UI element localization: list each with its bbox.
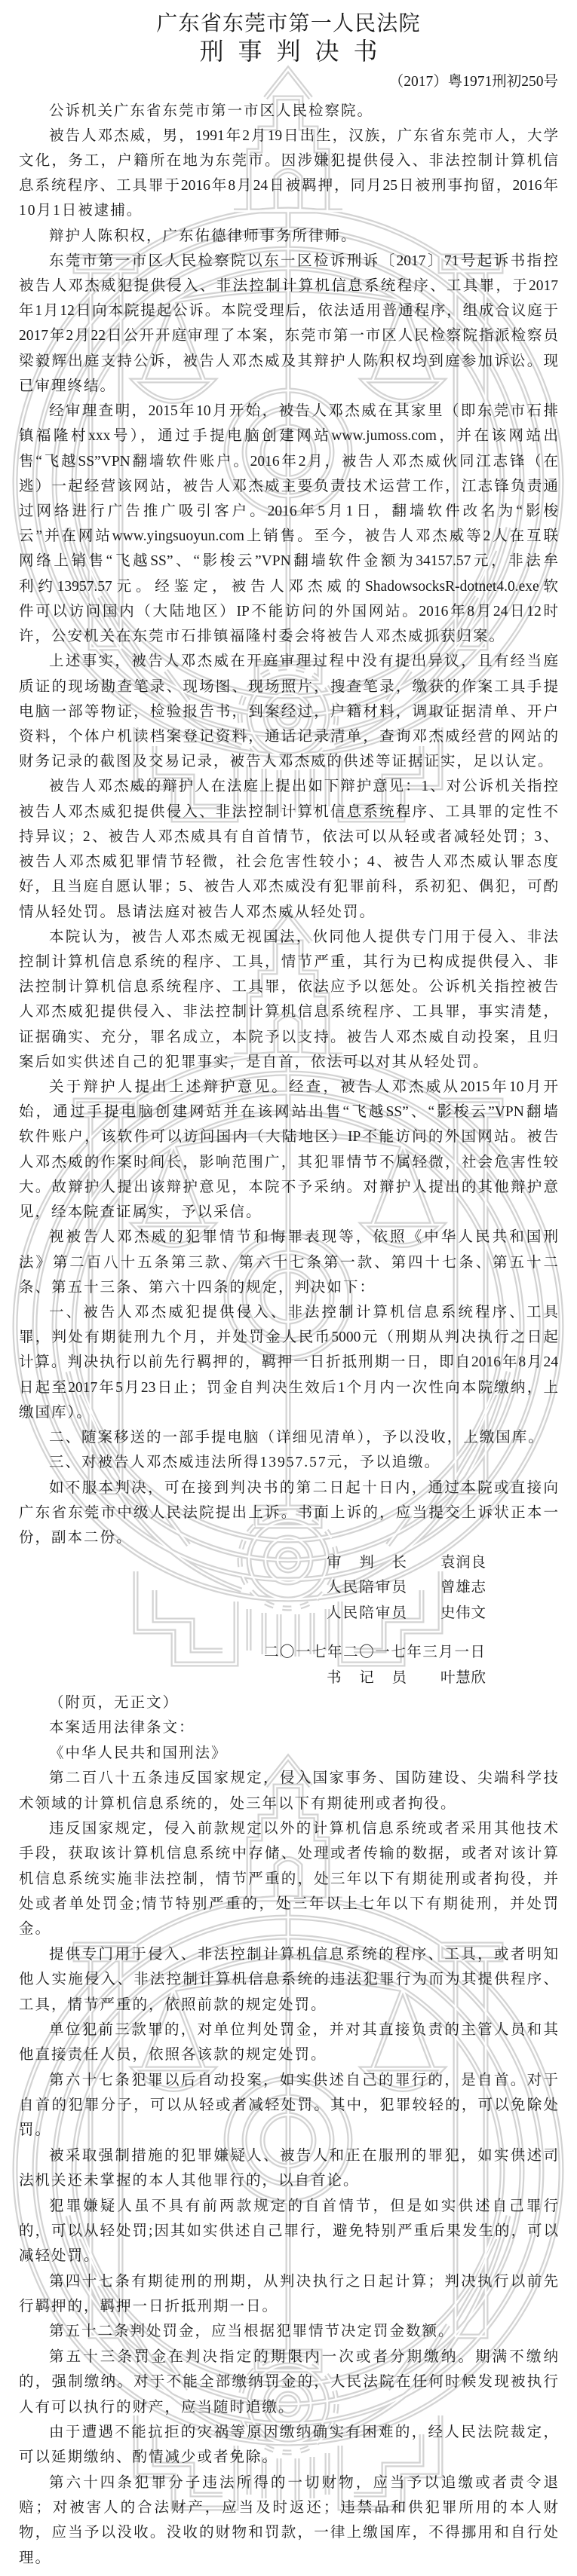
- paragraph-line: 见，经本院查证属实，予以采信。: [19, 1204, 262, 1221]
- paragraph-defense-counsel: [19, 224, 558, 249]
- article-53-clause-1: [19, 2345, 558, 2420]
- paragraph-line: 许，公安机关在东莞市石排镇福隆村委会将被告人邓杰威抓获归案。: [19, 629, 506, 645]
- paragraph-line: 由于遭遇不能抗拒的灾祸等原因缴纳确实有困难的，经人民法院裁定，: [49, 2424, 558, 2440]
- paragraph-line: 好，且当庭自愿认罪；5、被告人邓杰威没有犯罪前科，系初犯、偶犯，可酌: [19, 879, 558, 895]
- paragraph-line: 本院认为，被告人邓杰威无视国法，伙同他人提供专门用于侵入、非法: [49, 929, 558, 945]
- paragraph-line: 被告人邓杰威犯罪情节轻微，社会危害性较小；4、被告人邓杰威认罪态度: [19, 854, 558, 870]
- paragraph-line: 网络上销售“飞越SS”、“影梭云”VPN翻墙软件金额为34157.57元，非法牟: [19, 553, 558, 570]
- article-67-clause-3: [19, 2194, 558, 2269]
- paragraph-line: 被采取强制措施的犯罪嫌疑人、被告人和正在服刑的罪犯，如实供述司: [49, 2147, 558, 2164]
- paragraph-line: 控制计算机信息系统的程序、工具，情节严重，其行为已构成提供侵入、非: [19, 953, 558, 970]
- article-64: [19, 2470, 558, 2571]
- paragraph-line: 法》第二百八十五条第三款、第六十七条第一款、第四十七条、第五十二: [19, 1254, 558, 1271]
- appendix-law-title: 《中华人民共和国刑法》: [49, 1745, 228, 1761]
- signature-name: 曾雄志: [440, 1580, 486, 1596]
- paragraph-line: 计算。判决执行以前先行羁押的，羁押一日折抵刑期一日，即自2016年8月24: [19, 1354, 558, 1371]
- paragraph-line: 持异议；2、被告人邓杰威具有自首情节，依法可以从轻或者减轻处罚；3、: [19, 828, 558, 845]
- signature-row-clerk: [19, 1666, 558, 1690]
- paragraph-verdict-item-2: [19, 1425, 558, 1450]
- signature-role: 人民陪审员: [327, 1605, 407, 1621]
- paragraph-line: 10月1日被逮捕。: [19, 203, 143, 219]
- paragraph-line: 人邓杰威犯提供侵入、非法控制计算机信息系统程序、工具罪，事实清楚，: [19, 1004, 558, 1020]
- paragraph-line: 行羁押的，羁押一日折抵刑期一日。: [19, 2299, 279, 2315]
- signature-name: 叶慧欣: [440, 1669, 486, 1686]
- paragraph-court-opinion: [19, 925, 558, 1075]
- paragraph-line: 金。: [19, 1921, 52, 1938]
- paragraph-line: 条、第五十三条、第六十四条的规定，判决如下：: [19, 1279, 376, 1296]
- paragraph-line: 提供专门用于侵入、非法控制计算机信息系统的程序、工具，或者明知: [49, 1946, 558, 1963]
- paragraph-line: 的，可以从轻处罚;因其如实供述自己罪行，避免特别严重后果发生的，可以: [19, 2223, 558, 2239]
- signature-row-juror: [19, 1601, 558, 1626]
- signature-name: 袁润良: [440, 1555, 486, 1571]
- paragraph-line: 手段，获取该计算机信息系统中存储、处理或者传输的数据，或者对该计算: [19, 1846, 558, 1862]
- paragraph-line: 售“飞越SS”VPN翻墙软件账户。2016年2月，被告人邓杰威伙同江志锋（在: [19, 453, 558, 470]
- article-67-clause-1: [19, 2068, 558, 2143]
- paragraph-line: 第六十七条犯罪以后自动投案，如实供述自己的罪行的，是自首。对于: [49, 2072, 558, 2088]
- article-285-clause-4: [19, 2018, 558, 2068]
- article-47: [19, 2269, 558, 2320]
- paragraph-line: 第四十七条有期徒刑的刑期，从判决执行之日起计算；判决执行以前先: [49, 2273, 558, 2290]
- paragraph-line: 人有可以执行的财产，应当随时追缴。: [19, 2399, 295, 2415]
- paragraph-response-to-defense: [19, 1075, 558, 1225]
- paragraph-line: 可以延期缴纳、酌情减少或者免除。: [19, 2449, 279, 2466]
- paragraph-line: 缴国库）。: [19, 1404, 93, 1421]
- paragraph-line: 广东省东莞市中级人民法院提出上诉。书面上诉的，应当提交上诉状正本一: [19, 1504, 558, 1521]
- paragraph-line: 工具，情节严重的，依照前款的规定处罚。: [19, 1996, 327, 2013]
- paragraph-line: 自首的犯罪分子，可以从轻或者减轻处罚。其中，犯罪较轻的，可以免除处: [19, 2097, 558, 2114]
- paragraph-verdict-item-3: [19, 1450, 558, 1475]
- signature-role: 书记员: [327, 1669, 407, 1686]
- paragraph-line: 他人实施侵入、非法控制计算机信息系统的违法犯罪行为而为其提供程序、: [19, 1972, 558, 1988]
- paragraph-facts-found: [19, 399, 558, 649]
- paragraph-line: 理。: [19, 2550, 52, 2566]
- paragraph-line: 人邓杰威的作案时间长，影响范围广，其犯罪情节不属轻微，社会危害性较: [19, 1154, 558, 1170]
- paragraph-line: 二、随案移送的一部手提电脑（详细见清单），予以没收，上缴国库。: [49, 1430, 545, 1446]
- paragraph-procedural-history: [19, 249, 558, 399]
- article-285-clause-2: [19, 1816, 558, 1942]
- paragraph-legal-basis: [19, 1225, 558, 1300]
- paragraph-line: 视被告人邓杰威的犯罪情节和悔罪表现等，依照《中华人民共和国刑: [49, 1229, 558, 1246]
- paragraph-line: 情从轻处罚。恳请法庭对被告人邓杰威从轻处罚。: [19, 904, 376, 920]
- paragraph-line: 东莞市第一市区人民检察院以东一区检诉刑诉〔2017〕71号起诉书指控: [49, 252, 558, 269]
- paragraph-line: 上述事实，被告人邓杰威在开庭审理过程中没有提出异议，且有经当庭: [49, 653, 558, 670]
- paragraph-line: 证据确实、充分，罪名成立，本院予以支持。被告人邓杰威自动投案，且归: [19, 1029, 558, 1045]
- paragraph-line: 已审理终结。: [19, 378, 117, 394]
- paragraph-line: 被告人邓杰威犯提供侵入、非法控制计算机信息系统程序、工具罪，于2017: [19, 278, 558, 295]
- signature-name: 史伟文: [440, 1605, 486, 1621]
- article-52: [19, 2319, 558, 2344]
- paragraph-line: 关于辩护人提出上述辩护意见。经查，被告人邓杰威从2015年10月开: [49, 1079, 558, 1096]
- paragraph-line: 日起至2017年5月23日止；罚金自判决生效后1个月内一次性向本院缴纳，上: [19, 1379, 558, 1396]
- paragraph-line: 违反国家规定，侵入前款规定以外的计算机信息系统或者采用其他技术: [49, 1820, 558, 1837]
- paragraph-line: 法机关还未掌握的本人其他罪行的，以自首论。: [19, 2173, 360, 2189]
- signature-row-juror: [19, 1575, 558, 1600]
- paragraph-line: 处或者单处罚金;情节特别严重的，处三年以上七年以下有期徒刑，并处罚: [19, 1896, 558, 1913]
- paragraph-line: 份，副本二份。: [19, 1529, 133, 1546]
- judgment-body: [19, 99, 558, 1626]
- paragraph-prosecutor: [19, 99, 558, 124]
- paragraph-line: 第二百八十五条违反国家规定，侵入国家事务、国防建设、尖端科学技: [49, 1770, 558, 1787]
- paragraph-line: 赔；对被害人的合法财产，应当及时返还；违禁品和供犯罪所用的本人财: [19, 2500, 558, 2516]
- paragraph-line: 法控制计算机信息系统程序、工具罪，依法应予以惩处。公诉机关指控被告: [19, 979, 558, 996]
- paragraph-line: 过网络进行广告推广吸引客户。2016年5月1日，翻墙软件改名为“影梭: [19, 503, 558, 519]
- paragraph-line: 三、对被告人邓杰威违法所得13957.57元，予以追缴。: [49, 1455, 441, 1471]
- paragraph-line: 被告人邓杰威犯提供侵入、非法控制计算机信息系统程序、工具罪的定性不: [19, 803, 558, 820]
- paragraph-line: 如不服本判决，可在接到判决书的第二日起十日内，通过本院或直接向: [49, 1479, 558, 1496]
- judgment-date: 二〇一七年二〇一七年三月一日: [264, 1644, 485, 1661]
- paragraph-line: 资料，个体户机读档案登记资料，通话记录清单，查询邓杰威经营的网站的: [19, 728, 558, 745]
- paragraph-defense-opinion: [19, 774, 558, 924]
- paragraph-line: 大。故辩护人提出该辩护意见，本院不予采纳。对辩护人提出的其他辩护意: [19, 1179, 558, 1195]
- judgment-date-row: [19, 1640, 558, 1665]
- paragraph-line: 犯罪嫌疑人虽不具有前两款规定的自首情节，但是如实供述自己罪行: [49, 2198, 558, 2214]
- signature-row-presiding-judge: [19, 1550, 558, 1575]
- article-285-clause-1: [19, 1766, 558, 1816]
- appendix-heading: 本案适用法律条文：: [49, 1720, 195, 1736]
- paragraph-line: 年1月12日向本院提起公诉。本院受理后，依法适用普通程序，组成合议庭于: [19, 303, 558, 320]
- paragraph-line: 机信息系统实施非法控制，情节严重的，处三年以下有期徒刑或者拘役，并: [19, 1871, 558, 1887]
- appendix-note: （附页，无正文）: [49, 1695, 180, 1712]
- paragraph-appeal-notice: [19, 1476, 558, 1551]
- paragraph-evidence: [19, 649, 558, 774]
- paragraph-line: 第五十二条判处罚金，应当根据犯罪情节决定罚金数额。: [49, 2324, 455, 2340]
- paragraph-line: 软件账户，该软件可以访问国内（大陆地区）IP不能访问的外国网站。被告: [19, 1129, 558, 1146]
- signature-role: 人民陪审员: [327, 1580, 407, 1596]
- article-53-clause-2: [19, 2420, 558, 2470]
- article-67-clause-2: [19, 2143, 558, 2194]
- paragraph-line: 经审理查明，2015年10月开始，被告人邓杰威在其家里（即东莞市石排: [49, 403, 558, 420]
- article-285-clause-3: [19, 1942, 558, 2018]
- paragraph-line: 始，通过手提电脑创建网站并在该网站出售“飞越SS”、“影梭云”VPN翻墙: [19, 1104, 558, 1121]
- paragraph-line: 电脑一部等物证，检验报告书，到案经过，户籍材料，调取证据清单、开户: [19, 703, 558, 720]
- paragraph-verdict-item-1: [19, 1300, 558, 1425]
- court-name: 广东省东莞市第一人民法院: [156, 12, 421, 35]
- paragraph-line: 罪，判处有期徒刑九个月，并处罚金人民币5000元（刑期从判决执行之日起: [19, 1329, 558, 1346]
- paragraph-line: 辩护人陈积权，广东佑德律师事务所律师。: [49, 228, 358, 244]
- paragraph-line: 梁毅辉出庭支持公诉，被告人邓杰威及其辩护人陈积权均到庭参加诉讼。现: [19, 353, 558, 369]
- paragraph-line: 利约13957.57元。经鉴定，被告人邓杰威的ShadowsocksR-dotnet4.0.exe软: [19, 578, 558, 595]
- paragraph-line: 他直接责任人员，依照各该款的规定处罚。: [19, 2047, 327, 2064]
- signature-role: 审判长: [327, 1555, 407, 1571]
- paragraph-line: 逃）一起经营该网站，被告人邓杰威主要负责技术运营工作，江志锋负责通: [19, 478, 558, 494]
- paragraph-line: 单位犯前三款罪的，对单位判处罚金，并对其直接负责的主管人员和其: [49, 2021, 558, 2038]
- paragraph-line: 物，应当予以没收。没收的财物和罚款，一律上缴国库，不得挪用和自行处: [19, 2525, 558, 2541]
- paragraph-line: 文化，务工，户籍所在地为东莞市。因涉嫌犯提供侵入、非法控制计算机信: [19, 152, 558, 169]
- paragraph-line: 息系统程序、工具罪于2016年8月24日被羁押，同月25日被刑事拘留，2016年: [19, 178, 558, 194]
- paragraph-defendant-info: [19, 124, 558, 224]
- paragraph-line: 被告人邓杰威，男，1991年2月19日出生，汉族，广东省东莞市人，大学: [49, 127, 558, 144]
- paragraph-line: 云”并在网站www.yingsuoyun.com上销售。至今，被告人邓杰威等2人在互联: [19, 528, 558, 545]
- paragraph-line: 减轻处罚。: [19, 2248, 100, 2265]
- paragraph-line: 件可以访问国内（大陆地区）IP不能访问的外国网站。2016年8月24日12时: [19, 603, 558, 620]
- paragraph-line: 第五十三条罚金在判决指定的期限内一次或者分期缴纳。期满不缴纳: [49, 2348, 558, 2365]
- signature-date-and-appendix: [19, 1640, 558, 2571]
- paragraph-line: 镇福隆村xxx号），通过手提电脑创建网站www.jumoss.com，并在该网站出: [19, 428, 558, 445]
- paragraph-line: 质证的现场勘查笔录、现场图、现场照片，搜查笔录，缴获的作案工具手提: [19, 678, 558, 695]
- paragraph-line: 2017年2月22日公开开庭审理了本案，东莞市第一市区人民检察院指派检察员: [19, 328, 558, 344]
- paragraph-line: 案后如实供述自己的犯罪事实，是自首，依法可以对其从轻处罚。: [19, 1054, 490, 1070]
- paragraph-line: 的，强制缴纳。对于不能全部缴纳罚金的，人民法院在任何时候发现被执行: [19, 2374, 558, 2391]
- paragraph-line: 被告人邓杰威的辩护人在法庭上提出如下辩护意见：1、对公诉机关指控: [49, 779, 558, 795]
- case-number: （2017）粤1971刑初250号: [388, 73, 558, 90]
- paragraph-line: 罚。: [19, 2122, 52, 2139]
- paragraph-line: 公诉机关广东省东莞市第一市区人民检察院。: [49, 102, 374, 119]
- paragraph-line: 一、被告人邓杰威犯提供侵入、非法控制计算机信息系统程序、工具: [49, 1305, 558, 1320]
- paragraph-line: 术领域的计算机信息系统的，处三年以下有期徒刑或者拘役。: [19, 1795, 457, 1812]
- paragraph-line: 财务记录的截图及交易记录，被告人邓杰威的供述等证据证实，足以认定。: [19, 754, 554, 770]
- document-type-title: 刑事判决书: [199, 38, 392, 65]
- paragraph-line: 第六十四条犯罪分子违法所得的一切财物，应当予以追缴或者责令退: [49, 2474, 558, 2491]
